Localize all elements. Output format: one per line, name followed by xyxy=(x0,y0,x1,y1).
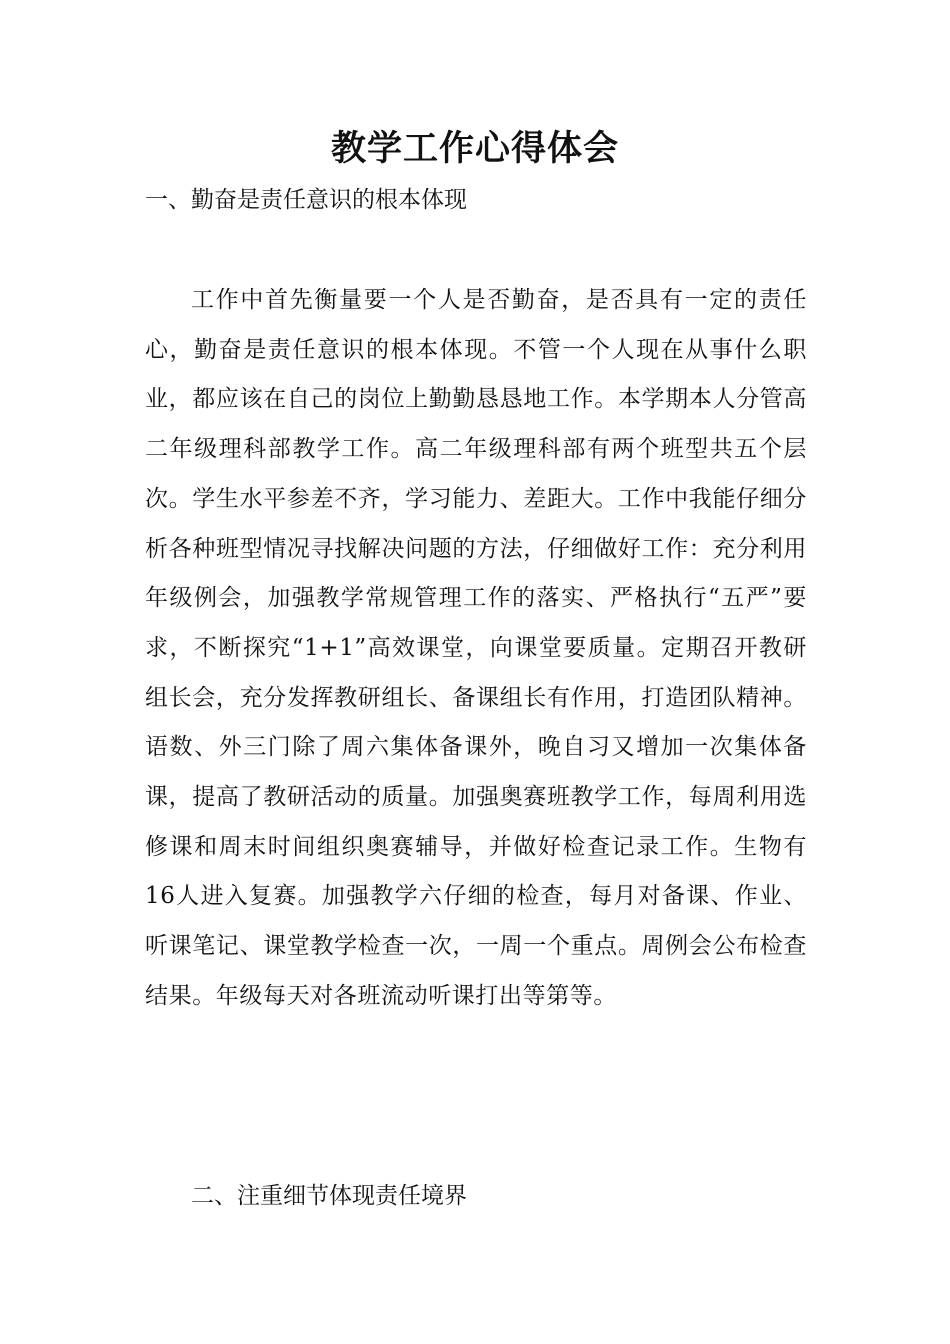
section-2-heading: 二、注重细节体现责任境界 xyxy=(191,1183,467,1209)
section-1-heading: 一、勤奋是责任意识的根本体现 xyxy=(145,187,467,213)
section-1-paragraph: 工作中首先衡量要一个人是否勤奋，是否具有一定的责任心，勤奋是责任意识的根本体现。不管一个人现在从事什么职业，都应该在自己的岗位上勤勤恳恳地工作。本学期本人分管高二年级理科部教学工作。高二年级理科部有两个班型共五个层次。学生水平参差不齐，学习能力、差距大。工作中我能仔细分析各种班型情况寻找解决问题的方法，仔细做好工作：充分利用年级例会，加强教学常规管理工作的落实、严格执行“五严”要求，不断探究“1+1”高效课堂，向课堂要质量。定期召开教研组长会，充分发挥教研组长、备课组长有作用，打造团队精神。语数、外三门除了周六集体备课外，晚自习又增加一次集体备课，提高了教研活动的质量。加强奥赛班教学工作，每周利用选修课和周末时间组织奥赛辅导，并做好检查记录工作。生物有16人进入复赛。加强教学六仔细的检查，每月对备课、作业、听课笔记、课堂教学检查一次，一周一个重点。周例会公布检查结果。年级每天对各班流动听课打出等第等。 xyxy=(145,287,807,1009)
document-title: 教学工作心得体会 xyxy=(330,129,619,169)
